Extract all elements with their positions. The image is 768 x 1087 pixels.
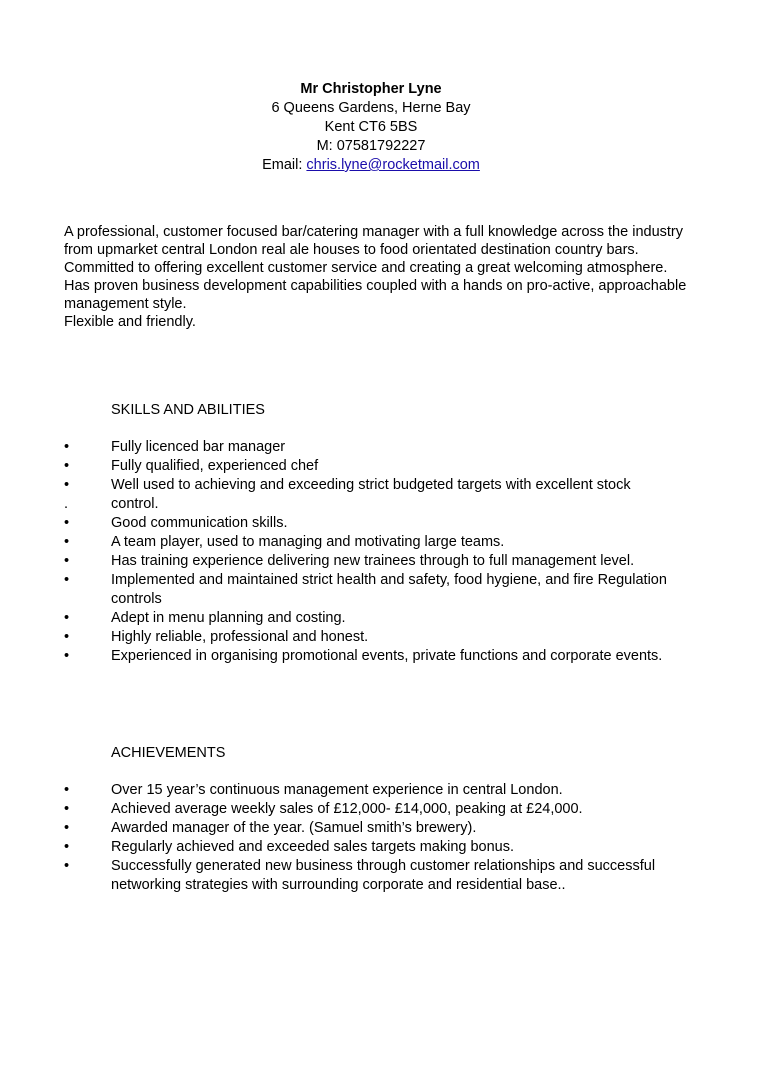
bullet: •	[64, 515, 70, 531]
list-item-text: Adept in menu planning and costing.	[111, 610, 346, 626]
list-item-text: Well used to achieving and exceeding strict budgeted targets with excellent stock	[111, 477, 631, 493]
list-item	[64, 800, 704, 819]
email-line	[0, 156, 742, 175]
summary-paragraph: Committed to offering excellent customer service and creating a great welcoming atmosphere.	[64, 260, 668, 276]
profile-summary	[64, 223, 704, 331]
achievements-list	[64, 781, 704, 895]
contact-header	[0, 80, 742, 175]
address-line-1: 6 Queens Gardens, Herne Bay	[271, 100, 471, 116]
list-item-text: A team player, used to managing and motivating large teams.	[111, 534, 505, 550]
summary-paragraph: Flexible and friendly.	[64, 314, 196, 330]
list-item	[64, 857, 704, 895]
summary-paragraph: A professional, customer focused bar/catering manager with a full knowledge across the industry from upmarket central London real ale houses to food orientated destination country bars.	[64, 224, 683, 258]
full-name: Mr Christopher Lyne	[300, 81, 442, 97]
bullet: •	[64, 648, 70, 664]
list-item	[64, 781, 704, 800]
list-item	[64, 533, 704, 552]
list-item	[64, 476, 704, 495]
email-link[interactable]: chris.lyne@rocketmail.com	[306, 157, 480, 173]
bullet: •	[64, 782, 70, 798]
list-item-text: Over 15 year’s continuous management experience in central London.	[111, 782, 563, 798]
achievements-section	[64, 744, 704, 895]
bullet: •	[64, 858, 70, 874]
skills-list	[64, 438, 704, 666]
list-item-text: Good communication skills.	[111, 515, 288, 531]
bullet: •	[64, 477, 70, 493]
bullet: •	[64, 534, 70, 550]
mobile-number: M: 07581792227	[316, 138, 426, 154]
list-item-text: Achieved average weekly sales of £12,000- £14,000, peaking at £24,000.	[111, 801, 583, 817]
list-item-text: control.	[111, 496, 159, 512]
bullet: •	[64, 839, 70, 855]
list-item	[64, 571, 704, 609]
skills-heading: SKILLS AND ABILITIES	[111, 402, 265, 418]
list-item-text: Awarded manager of the year. (Samuel smith’s brewery).	[111, 820, 477, 836]
list-item	[64, 495, 704, 514]
list-item	[64, 514, 704, 533]
bullet: •	[64, 439, 70, 455]
list-item	[64, 552, 704, 571]
list-item-text: Regularly achieved and exceeded sales targets making bonus.	[111, 839, 515, 855]
list-item-text: Fully licenced bar manager	[111, 439, 286, 455]
email-label: Email:	[262, 157, 307, 173]
summary-paragraph: Has proven business development capabilities coupled with a hands on pro-active, approachable management style.	[64, 278, 687, 312]
bullet: •	[64, 610, 70, 626]
bullet: •	[64, 458, 70, 474]
list-item	[64, 457, 704, 476]
bullet: •	[64, 553, 70, 569]
bullet: •	[64, 629, 70, 645]
list-item-text: Fully qualified, experienced chef	[111, 458, 319, 474]
list-item-text: Highly reliable, professional and honest.	[111, 629, 369, 645]
bullet: •	[64, 820, 70, 836]
list-item-text: Experienced in organising promotional events, private functions and corporate events.	[111, 648, 663, 664]
bullet: •	[64, 572, 70, 588]
achievements-heading: ACHIEVEMENTS	[111, 745, 226, 761]
list-item	[64, 647, 704, 666]
list-item-text: Successfully generated new business through customer relationships and successful networking strategies with surrounding corporate and residential base..	[111, 858, 656, 893]
list-item	[64, 838, 704, 857]
bullet: •	[64, 801, 70, 817]
list-item	[64, 438, 704, 457]
bullet: .	[64, 496, 69, 512]
list-item-text: Has training experience delivering new trainees through to full management level.	[111, 553, 635, 569]
list-item	[64, 628, 704, 647]
list-item	[64, 609, 704, 628]
list-item-text: Implemented and maintained strict health and safety, food hygiene, and fire Regulation controls	[111, 572, 667, 607]
list-item	[64, 819, 704, 838]
address-line-2: Kent CT6 5BS	[324, 119, 418, 135]
skills-section	[64, 401, 704, 666]
